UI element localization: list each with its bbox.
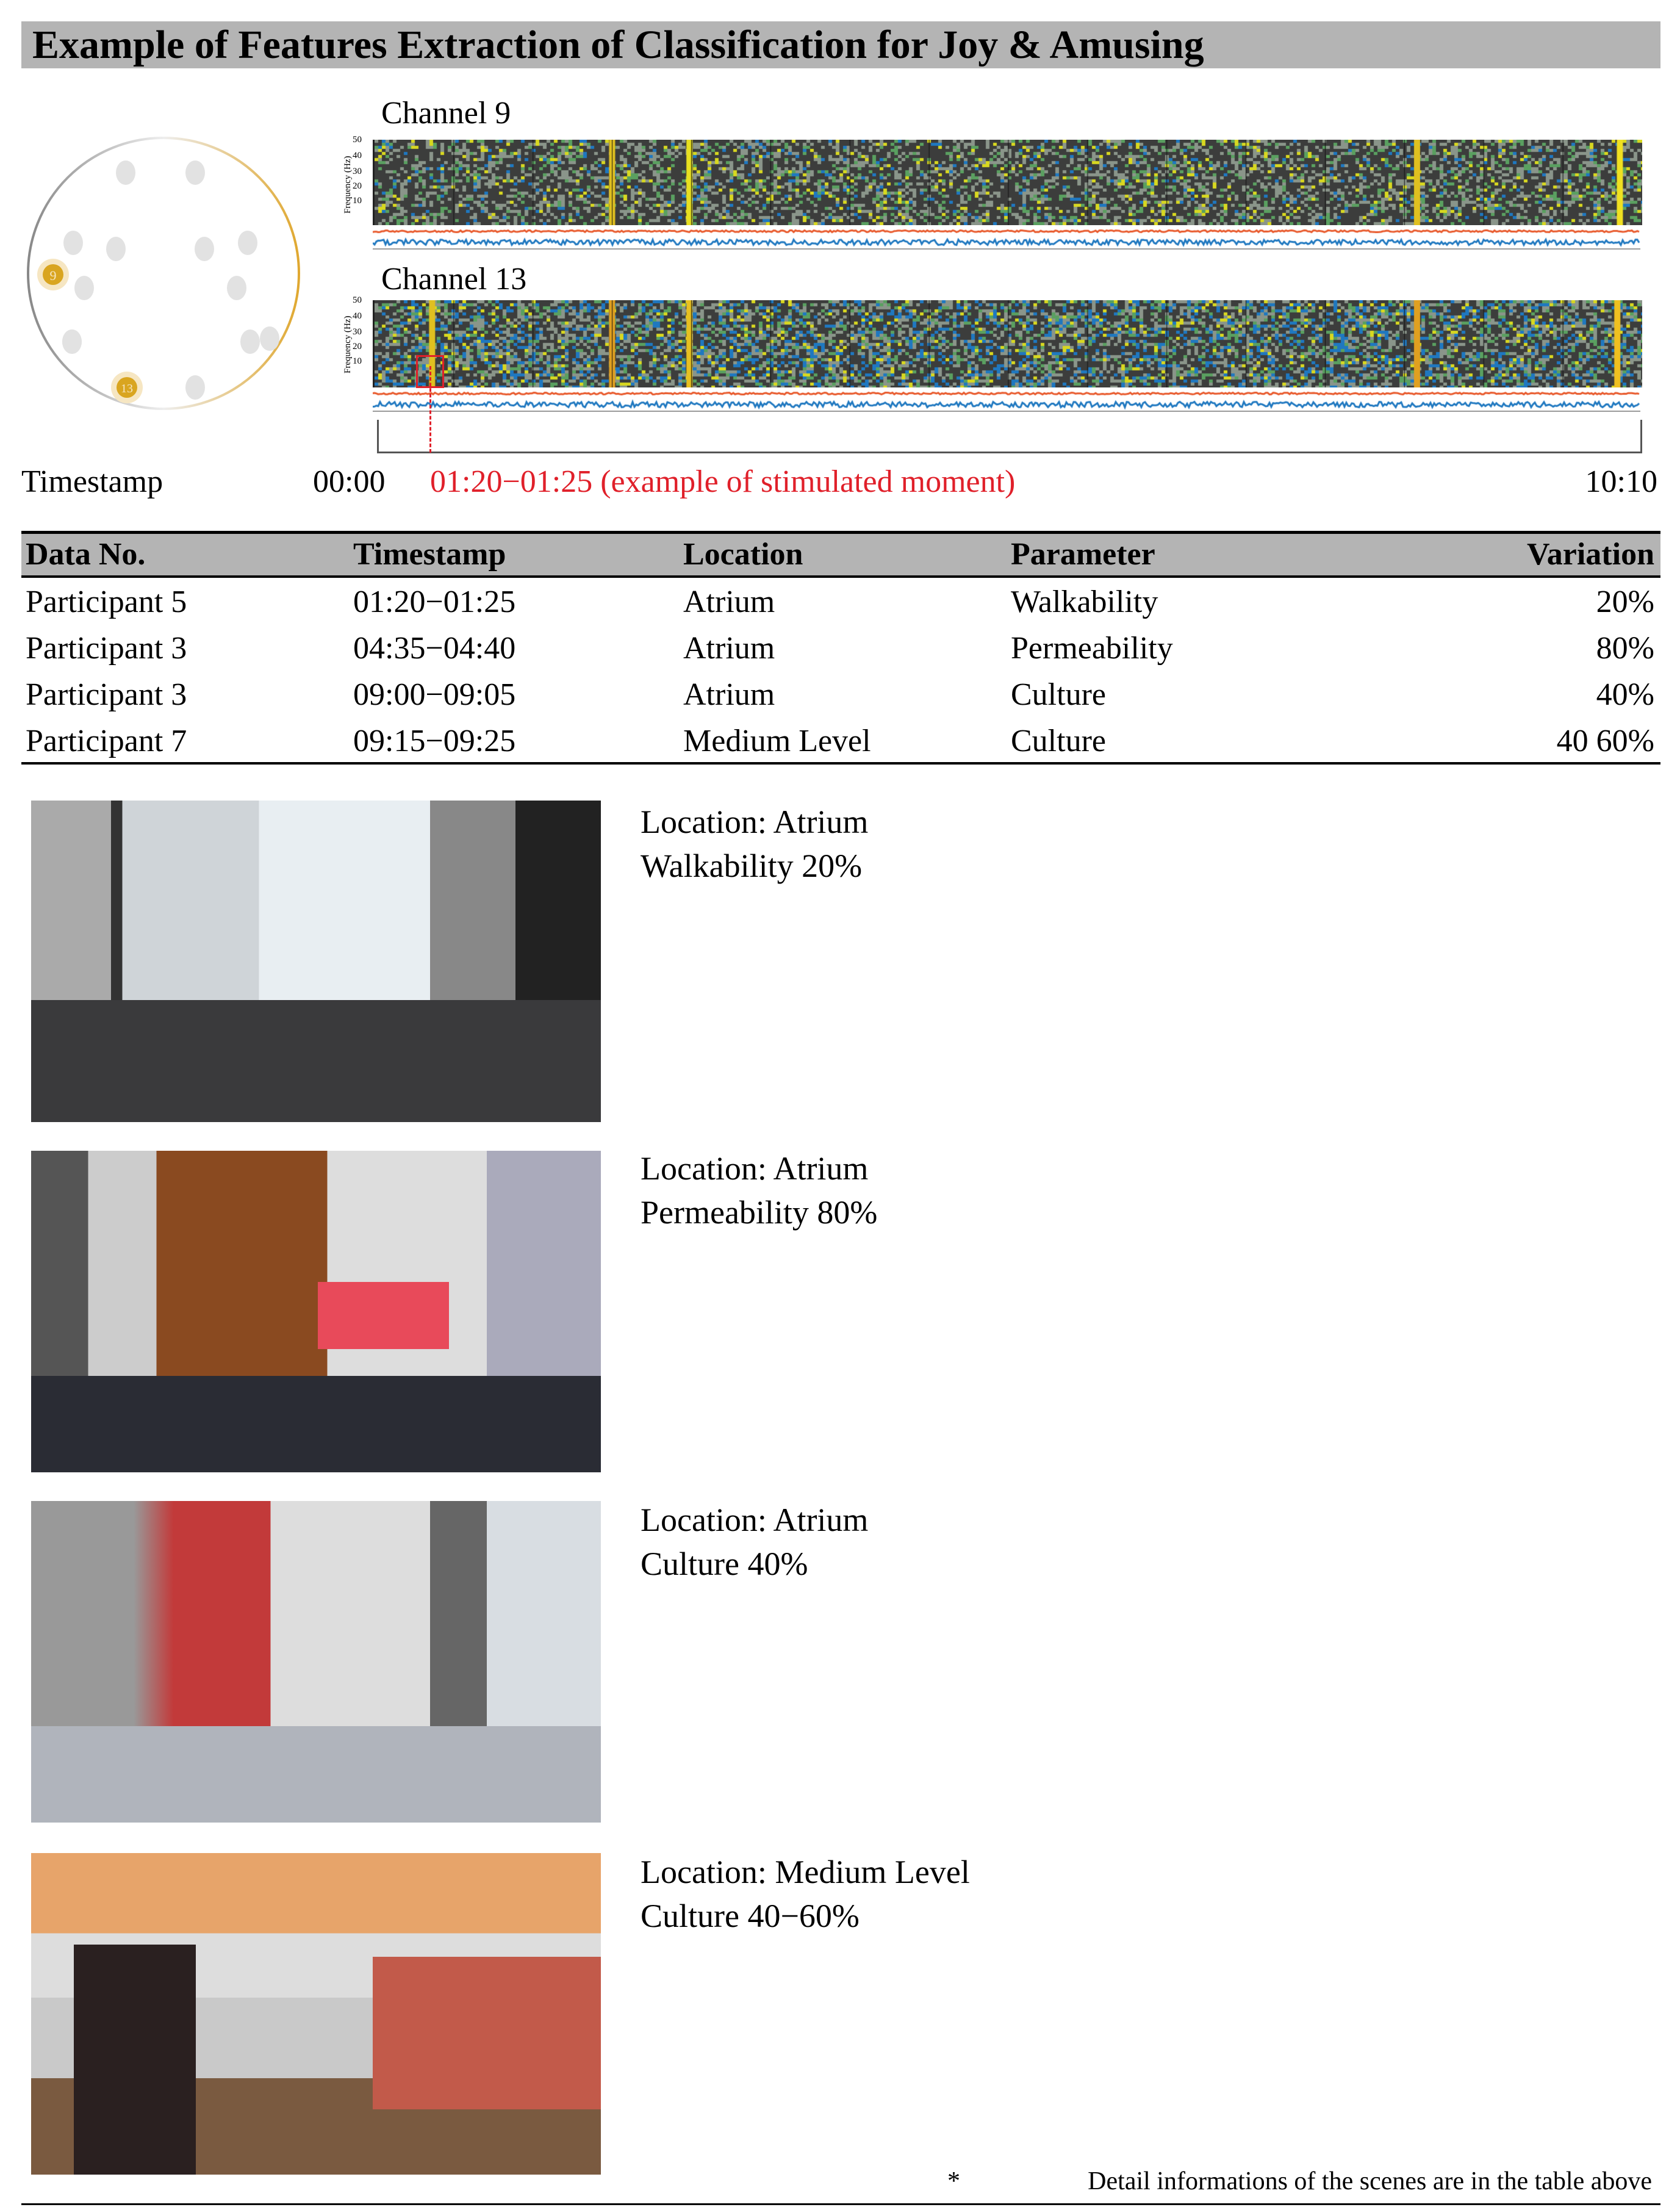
timeline-axis [377, 452, 1642, 453]
cell-data-no: Participant 5 [26, 585, 187, 619]
scene-image-permeability [31, 1151, 601, 1472]
scene-image-walkability [31, 801, 601, 1122]
table-bottom-rule [21, 762, 1660, 765]
table-top-rule [21, 531, 1660, 534]
title-bar [21, 21, 1660, 68]
scene-image-culture [31, 1501, 601, 1823]
timeline-end: 10:10 [1585, 464, 1657, 499]
cell-timestamp: 09:00−09:05 [353, 677, 516, 712]
cell-location: Medium Level [683, 724, 871, 758]
bottom-rule [21, 2203, 1660, 2205]
timeline-highlight: 01:20−01:25 (example of stimulated moment) [430, 464, 1016, 499]
timeline-start-tick [377, 420, 379, 453]
timeline-end-tick [1640, 420, 1642, 453]
electrode-map [18, 128, 311, 421]
cell-timestamp: 01:20−01:25 [353, 585, 516, 619]
cell-timestamp: 04:35−04:40 [353, 631, 516, 666]
cell-data-no: Participant 3 [26, 677, 187, 712]
cell-parameter: Permeability [1011, 631, 1173, 666]
footnote-text: Detail informations of the scenes are in the table above [1088, 2167, 1652, 2195]
scene-4-location: Location: Medium Level [641, 1854, 970, 1890]
electrode-9-label: 9 [49, 268, 57, 283]
timestamp-label: Timestamp [21, 464, 163, 499]
cell-timestamp: 09:15−09:25 [353, 724, 516, 758]
channel-13-traces [373, 387, 1640, 412]
scene-3-parameter: Culture 40% [641, 1546, 808, 1582]
channel-9-spectrogram [373, 140, 1642, 225]
scene-4-parameter: Culture 40−60% [641, 1898, 860, 1934]
channel-9-label: Channel 9 [381, 96, 511, 131]
timeline-start: 00:00 [313, 464, 386, 499]
channel-9-ylabel: Frequency (Hz) [343, 156, 353, 214]
cell-parameter: Culture [1011, 677, 1106, 712]
table-header-rule [21, 575, 1660, 578]
electrode-13-label: 13 [121, 382, 133, 395]
channel-13-spectrogram [373, 300, 1642, 387]
cell-parameter: Culture [1011, 724, 1106, 758]
scene-1-parameter: Walkability 20% [641, 848, 863, 884]
scene-3-location: Location: Atrium [641, 1502, 869, 1538]
cell-data-no: Participant 7 [26, 724, 187, 758]
cell-data-no: Participant 3 [26, 631, 187, 666]
channel-13-label: Channel 13 [381, 262, 527, 297]
cell-variation: 80% [1596, 631, 1654, 666]
header-data-no: Data No. [26, 537, 146, 572]
cell-variation: 40% [1596, 677, 1654, 712]
scene-2-parameter: Permeability 80% [641, 1194, 878, 1231]
cell-location: Atrium [683, 585, 775, 619]
footnote-marker: * [947, 2167, 960, 2195]
channel-13-ylabel: Frequency (Hz) [343, 315, 353, 373]
page-title: Example of Features Extraction of Classification for Joy & Amusing [32, 23, 1204, 67]
header-variation: Variation [1527, 537, 1654, 572]
scene-image-medium-level [31, 1853, 601, 2175]
table-header-bg [21, 533, 1660, 576]
header-location: Location [683, 537, 803, 572]
header-timestamp: Timestamp [353, 537, 506, 572]
cell-variation: 20% [1596, 585, 1654, 619]
cell-location: Atrium [683, 677, 775, 712]
channel-9-traces [373, 225, 1640, 250]
header-parameter: Parameter [1011, 537, 1155, 572]
cell-parameter: Walkability [1011, 585, 1158, 619]
cell-location: Atrium [683, 631, 775, 666]
scene-1-location: Location: Atrium [641, 804, 869, 840]
scene-2-location: Location: Atrium [641, 1150, 869, 1187]
stimulated-moment-marker [429, 366, 431, 453]
cell-variation: 40 60% [1556, 724, 1654, 758]
